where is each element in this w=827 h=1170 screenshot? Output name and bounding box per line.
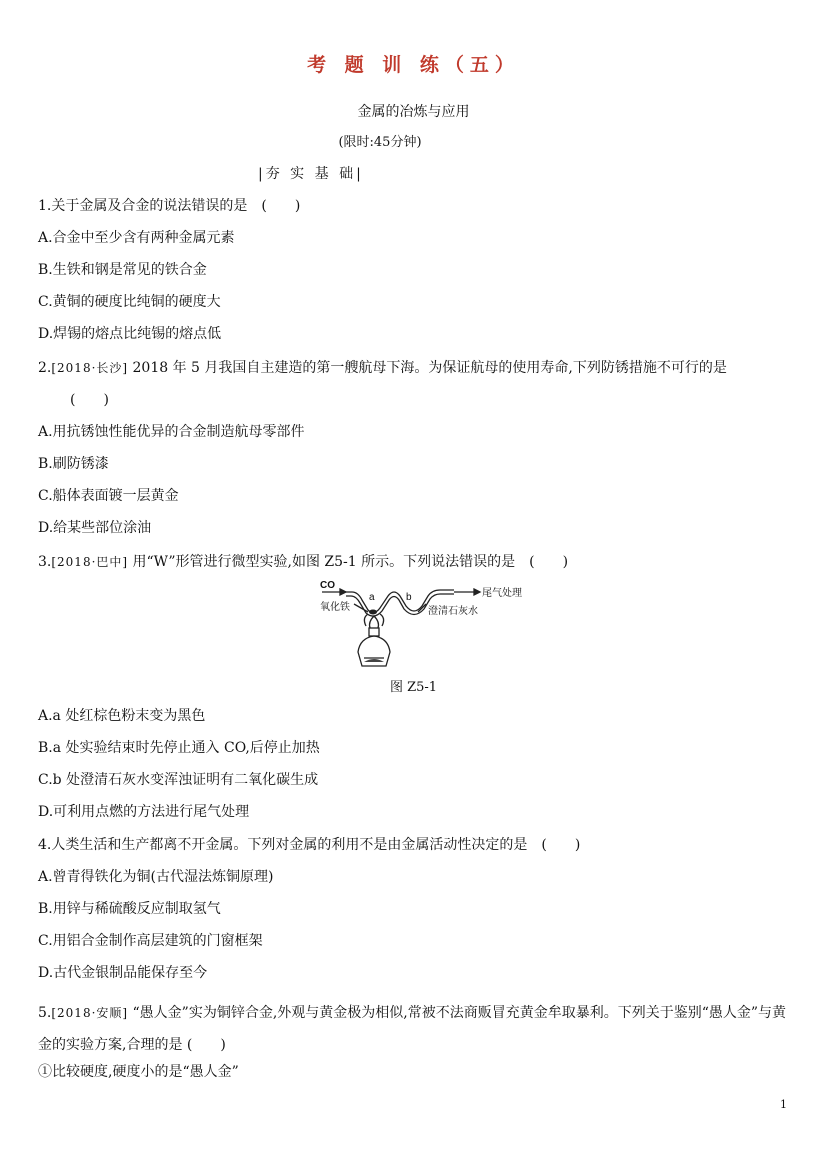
question-3-option-c: C.b 处澄清石灰水变浑浊证明有二氧化碳生成 xyxy=(38,772,319,788)
time-limit: (限时:45分钟) xyxy=(338,135,422,150)
alcohol-lamp-neck xyxy=(369,628,379,636)
question-2-option-b: B.刷防锈漆 xyxy=(38,456,109,472)
page-number: 1 xyxy=(780,1098,787,1111)
question-1-option-a: A.合金中至少含有两种金属元素 xyxy=(38,230,235,246)
lamp-flame-right xyxy=(380,614,384,626)
question-3-option-a: A.a 处红棕色粉末变为黑色 xyxy=(38,708,206,724)
figure-caption: 图 Z5-1 xyxy=(389,680,438,695)
question-5-stem xyxy=(38,997,793,1061)
question-4-option-b: B.用锌与稀硫酸反应制取氢气 xyxy=(38,901,221,917)
question-5-text: “愚人金”实为铜锌合金,外观与黄金极为相似,常被不法商贩冒充黄金牟取暴利。下列关于鉴别“愚人金”与黄金的实验方案,合理的是 ( ) xyxy=(38,1005,787,1053)
question-2-stem xyxy=(38,358,727,378)
w-tube-apparatus-figure xyxy=(318,578,522,670)
question-1-stem: 1.关于金属及合金的说法错误的是 ( ) xyxy=(38,198,301,214)
page-subtitle: 金属的冶炼与应用 xyxy=(357,104,470,120)
lamp-fuel xyxy=(364,659,384,662)
question-4-option-c: C.用铝合金制作高层建筑的门窗框架 xyxy=(38,933,263,949)
question-3-text: 用“W”形管进行微型实验,如图 Z5-1 所示。下列说法错误的是 ( ) xyxy=(128,554,569,570)
label-co: CO xyxy=(320,580,335,591)
section-heading: |夯 实 基 础| xyxy=(258,166,364,182)
lamp-flame-left xyxy=(364,614,368,626)
question-2-stem-cont: ( ) xyxy=(70,392,109,408)
iron-oxide-powder xyxy=(369,610,377,615)
page-title: 考 题 训 练（五） xyxy=(307,54,520,76)
label-b: b xyxy=(406,592,412,603)
question-1-option-d: D.焊锡的熔点比纯锡的熔点低 xyxy=(38,326,222,342)
question-2-option-d: D.给某些部位涂油 xyxy=(38,520,152,536)
label-a: a xyxy=(369,592,375,603)
lamp-flame xyxy=(370,616,379,628)
question-2-option-a: A.用抗锈蚀性能优异的合金制造航母零部件 xyxy=(38,424,305,440)
outlet-arrow-icon xyxy=(474,589,480,595)
label-limewater: 澄清石灰水 xyxy=(428,606,478,617)
question-4-option-a: A.曾青得铁化为铜(古代湿法炼铜原理) xyxy=(38,869,274,885)
question-5-source: [2018·安顺] xyxy=(51,1006,129,1020)
question-5-number: 5. xyxy=(38,1005,52,1021)
label-tail-gas: 尾气处理 xyxy=(482,588,522,599)
question-4-option-d: D.古代金银制品能保存至今 xyxy=(38,965,208,981)
question-1-option-b: B.生铁和钢是常见的铁合金 xyxy=(38,262,207,278)
question-2-number: 2. xyxy=(38,360,52,376)
inlet-arrow-icon xyxy=(340,589,346,595)
question-3-option-b: B.a 处实验结束时先停止通入 CO,后停止加热 xyxy=(38,740,320,756)
question-3-number: 3. xyxy=(38,554,52,570)
question-2-source: [2018·长沙] xyxy=(51,361,129,375)
question-5-option-1: ①比较硬度,硬度小的是“愚人金” xyxy=(38,1064,239,1080)
question-3-stem xyxy=(38,552,568,572)
question-2-option-c: C.船体表面镀一层黄金 xyxy=(38,488,179,504)
question-1-option-c: C.黄铜的硬度比纯铜的硬度大 xyxy=(38,294,221,310)
label-iron-oxide: 氧化铁 xyxy=(320,602,350,613)
question-4-stem: 4.人类生活和生产都离不开金属。下列对金属的利用不是由金属活动性决定的是 ( ) xyxy=(38,837,581,853)
question-3-option-d: D.可利用点燃的方法进行尾气处理 xyxy=(38,804,250,820)
question-2-text: 2018 年 5 月我国自主建造的第一艘航母下海。为保证航母的使用寿命,下列防锈措施不可行的是 xyxy=(128,360,727,376)
question-3-source: [2018·巴中] xyxy=(51,555,129,569)
